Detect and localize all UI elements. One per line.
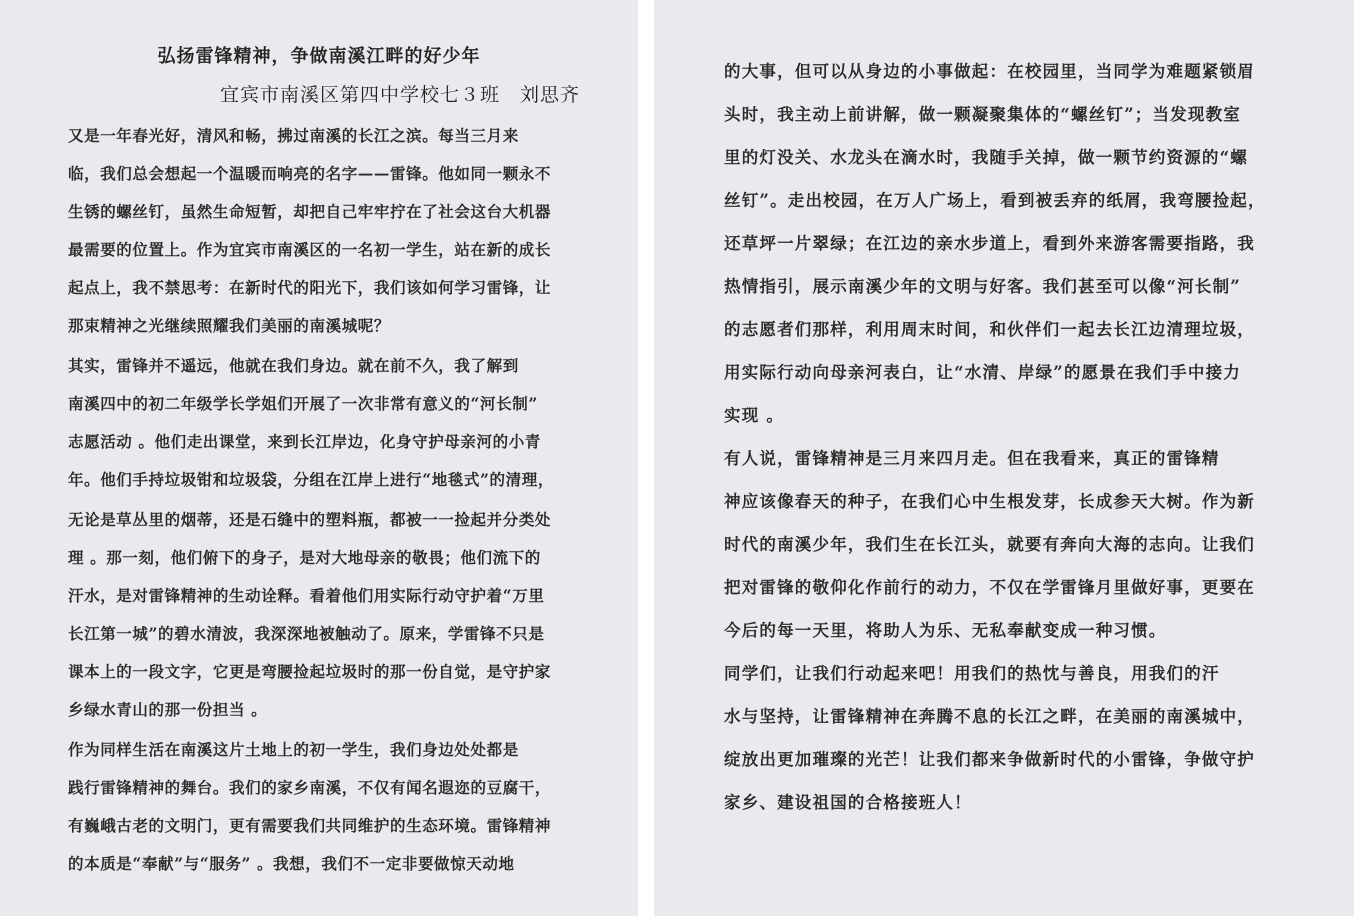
text-line: 践行雷锋精神的舞台。我们的家乡南溪，不仅有闻名遐迩的豆腐干， <box>68 778 552 797</box>
text-line: 丝钉”。走出校园，在万人广场上，看到被丢弃的纸屑，我弯腰捡起， <box>724 191 1266 210</box>
text-line: 临，我们总会想起一个温暖而响亮的名字——雷锋。他如同一颗永不 <box>68 164 552 183</box>
text-line: 又是一年春光好，清风和畅，拂过南溪的长江之滨。每当三月来 <box>68 126 519 145</box>
text-line: 无论是草丛里的烟蒂，还是石缝中的塑料瓶，都被一一捡起并分类处 <box>68 510 552 529</box>
text-line: 的大事，但可以从身边的小事做起：在校园里，当同学为难题紧锁眉 <box>724 62 1255 81</box>
text-line: 年。他们手持垃圾钳和垃圾袋，分组在江岸上进行“地毯式”的清理， <box>68 470 554 489</box>
text-line: 作为同样生活在南溪这片土地上的初一学生，我们身边处处都是 <box>68 740 519 759</box>
text-line: 今后的每一天里，将助人为乐、无私奉献变成一种习惯。 <box>724 621 1167 640</box>
text-line: 南溪四中的初二年级学长学姐们开展了一次非常有意义的“河长制” <box>68 394 538 413</box>
text-line: 里的灯没关、水龙头在滴水时，我随手关掉，做一颗节约资源的“螺 <box>724 148 1248 167</box>
text-line: 实现 。 <box>724 406 785 425</box>
text-line: 的本质是“奉献”与“服务” 。我想，我们不一定非要做惊天动地 <box>68 854 515 873</box>
text-line: 课本上的一段文字，它更是弯腰捡起垃圾时的那一份自觉，是守护家 <box>68 662 552 681</box>
text-line: 理 。那一刻，他们俯下的身子，是对大地母亲的敬畏；他们流下的 <box>68 548 541 567</box>
text-line: 水与坚持，让雷锋精神在奔腾不息的长江之畔，在美丽的南溪城中， <box>724 707 1255 726</box>
text-line: 汗水，是对雷锋精神的生动诠释。看着他们用实际行动守护着“万里 <box>68 586 545 605</box>
text-line: 有人说，雷锋精神是三月来四月走。但在我看来，真正的雷锋精 <box>724 449 1220 468</box>
text-line: 其实，雷锋并不遥远，他就在我们身边。就在前不久，我了解到 <box>68 356 519 375</box>
essay-author: 宜宾市南溪区第四中学校七３班 刘思齐 <box>219 84 580 106</box>
text-line: 还草坪一片翠绿；在江边的亲水步道上，看到外来游客需要指路，我 <box>724 234 1255 253</box>
text-line: 时代的南溪少年，我们生在长江头，就要有奔向大海的志向。让我们 <box>724 535 1255 554</box>
text-line: 起点上，我不禁思考：在新时代的阳光下，我们该如何学习雷锋，让 <box>68 278 552 297</box>
left-page <box>0 0 638 916</box>
text-line: 用实际行动向母亲河表白，让“水清、岸绿”的愿景在我们手中接力 <box>724 363 1241 382</box>
text-line: 同学们，让我们行动起来吧！用我们的热忱与善良，用我们的汗 <box>724 664 1220 683</box>
text-line: 最需要的位置上。作为宜宾市南溪区的一名初一学生，站在新的成长 <box>68 240 552 259</box>
text-line: 的志愿者们那样，利用周末时间，和伙伴们一起去长江边清理垃圾， <box>724 320 1255 339</box>
text-line: 有巍峨古老的文明门，更有需要我们共同维护的生态环境。雷锋精神 <box>68 816 552 835</box>
text-line: 志愿活动 。他们走出课堂，来到长江岸边，化身守护母亲河的小青 <box>68 432 541 451</box>
right-page <box>654 0 1354 916</box>
text-line: 长江第一城”的碧水清波，我深深地被触动了。原来，学雷锋不只是 <box>68 624 545 643</box>
text-line: 把对雷锋的敬仰化作前行的动力，不仅在学雷锋月里做好事，更要在 <box>724 578 1255 597</box>
text-line: 乡绿水青山的那一份担当 。 <box>68 700 268 719</box>
text-line: 家乡、建设祖国的合格接班人！ <box>724 793 972 812</box>
text-line: 绽放出更加璀璨的光芒！让我们都来争做新时代的小雷锋，争做守护 <box>724 750 1255 769</box>
text-line: 那束精神之光继续照耀我们美丽的南溪城呢？ <box>68 316 391 335</box>
text-line: 生锈的螺丝钉，虽然生命短暂，却把自己牢牢拧在了社会这台大机器 <box>68 202 552 221</box>
text-line: 头时，我主动上前讲解，做一颗凝聚集体的“螺丝钉”；当发现教室 <box>724 105 1241 124</box>
text-line: 神应该像春天的种子，在我们心中生根发芽，长成参天大树。作为新 <box>724 492 1255 511</box>
text-line: 热情指引，展示南溪少年的文明与好客。我们甚至可以像“河长制” <box>724 277 1241 296</box>
essay-title: 弘扬雷锋精神，争做南溪江畔的好少年 <box>157 46 481 67</box>
